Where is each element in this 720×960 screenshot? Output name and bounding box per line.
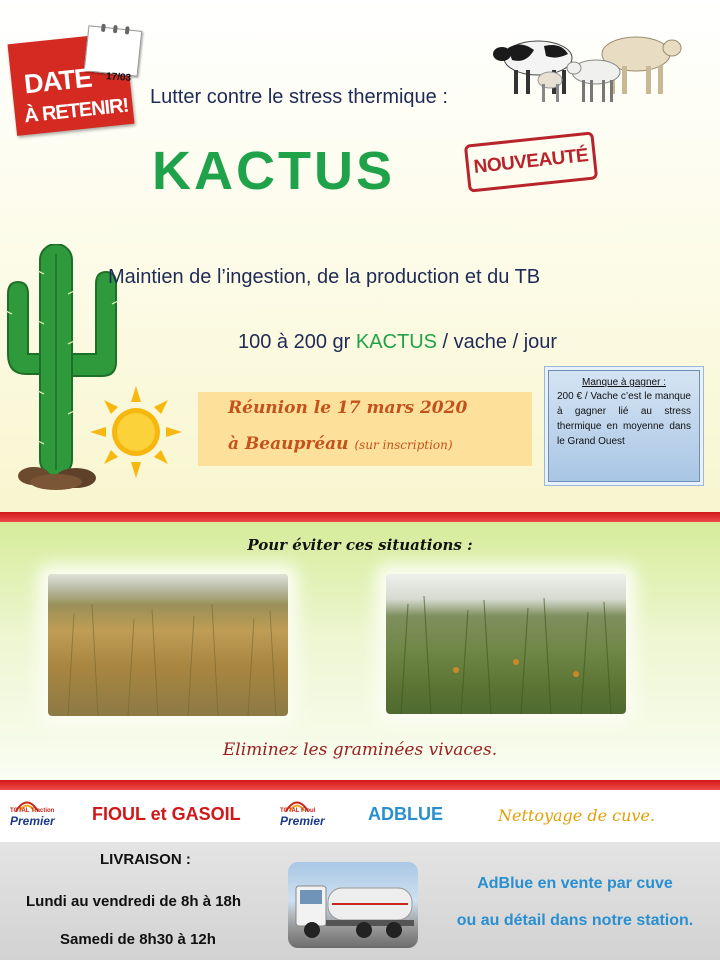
- product-title: KACTUS: [152, 141, 395, 201]
- cattle-illustration: [486, 20, 686, 106]
- delivery-title: LIVRAISON :: [100, 851, 191, 868]
- logo-name: Premier: [10, 814, 55, 828]
- loss-info-box: [548, 370, 700, 482]
- divider-bar: [0, 512, 720, 522]
- dose-suffix: / vache / jour: [437, 331, 558, 353]
- fuel-service: FIOUL et GASOIL: [92, 804, 241, 824]
- logo-brand: TOTAL Fioul: [280, 808, 316, 814]
- loss-body: 200 € / Vache c’est le manque à gagner lié au stress thermique en moyenne dans le Grand Ouest: [557, 391, 691, 447]
- dose-prefix: 100 à 200 gr: [238, 331, 356, 353]
- badge-line1: DATE: [22, 62, 93, 100]
- adblue-service: ADBLUE: [368, 804, 443, 824]
- loss-heading: Manque à gagner :: [582, 377, 666, 388]
- meeting-date: Réunion le 17 mars 2020: [228, 398, 468, 418]
- stamp-label: NOUVEAUTÉ: [472, 145, 590, 178]
- benefit-text: Maintien de l’ingestion, de la production et du TB: [108, 266, 541, 288]
- meeting-registration-note: (sur inscription): [354, 438, 453, 452]
- adblue-sale-info: AdBlue en vente par cuve: [477, 875, 673, 892]
- total-fioul-premier-logo: [278, 798, 332, 830]
- calendar-note-icon: [84, 25, 143, 76]
- delivery-weekdays: Lundi au vendredi de 8h à 18h: [26, 893, 242, 910]
- meeting-box: [198, 392, 532, 466]
- tanker-truck-photo: [288, 862, 418, 948]
- meeting-place: [228, 434, 453, 454]
- tank-cleaning-service: Nettoyage de cuve.: [498, 806, 655, 825]
- weeds-caption: Eliminez les graminées vivaces.: [222, 740, 498, 760]
- adblue-station-info: ou au détail dans notre station.: [456, 912, 694, 929]
- badge-date: 17/03: [105, 71, 132, 84]
- grass-field-photo: [48, 574, 288, 716]
- divider-bar: [0, 780, 720, 790]
- weed-field-photo: [386, 574, 626, 714]
- logo-brand: TOTAL Traction: [10, 808, 55, 814]
- subtitle: Lutter contre le stress thermique :: [150, 86, 448, 108]
- weeds-title: Pour éviter ces situations :: [247, 536, 473, 554]
- dosage-text: [238, 331, 557, 354]
- badge-line2: À RETENIR!: [23, 94, 130, 128]
- date-badge: [12, 28, 134, 140]
- total-traction-premier-logo: [8, 798, 62, 830]
- dose-product: KACTUS: [355, 331, 437, 353]
- delivery-saturday: Samedi de 8h30 à 12h: [60, 931, 216, 948]
- meeting-location: à Beaupréau: [228, 434, 349, 454]
- logo-name: Premier: [280, 814, 325, 828]
